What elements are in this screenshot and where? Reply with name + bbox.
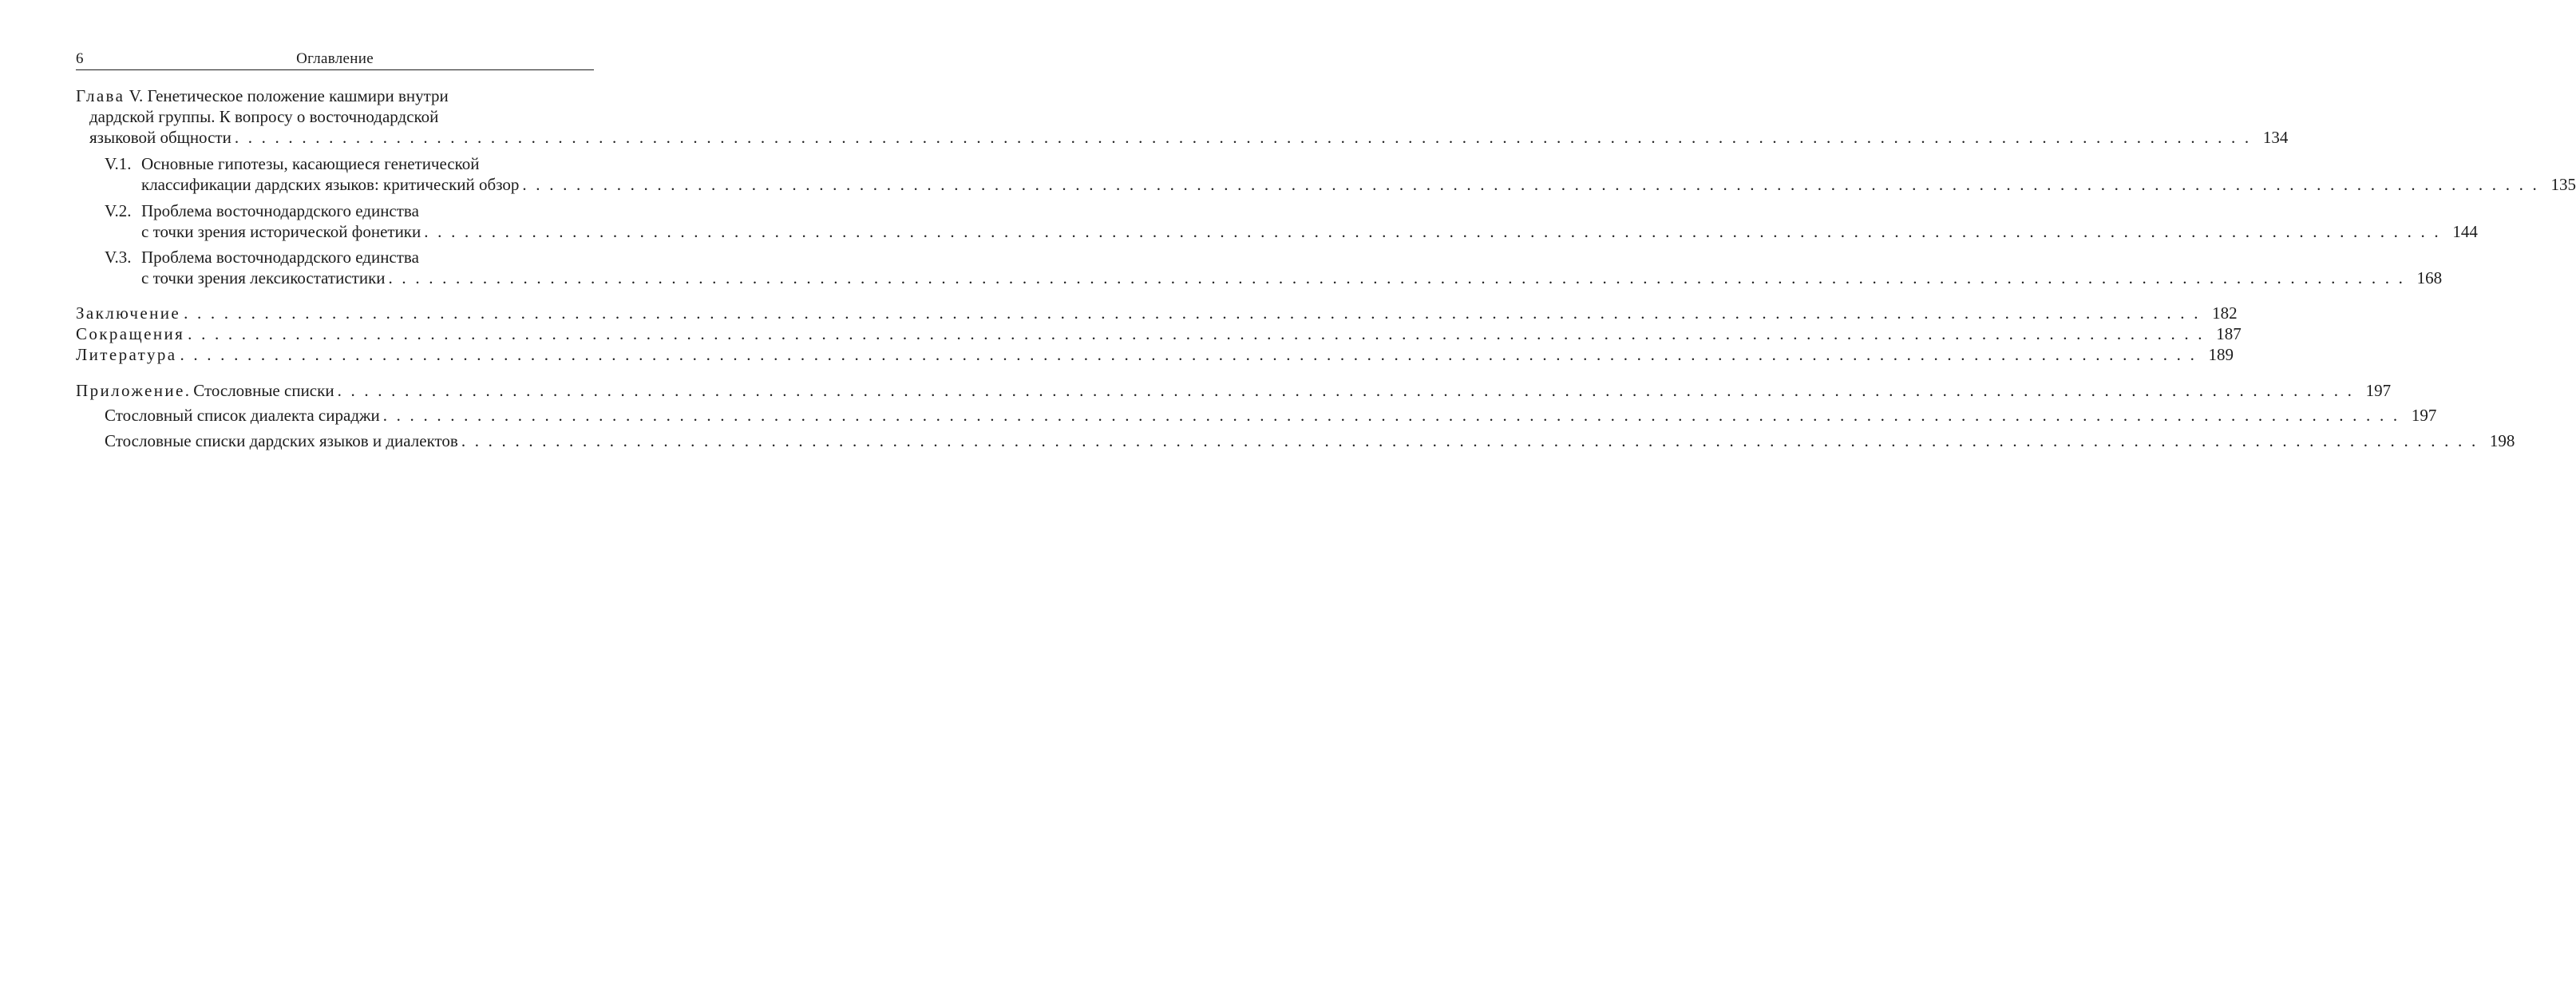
toc-abbreviations[interactable] (76, 323, 2242, 344)
entry-label: Заключение (76, 303, 181, 323)
entry-label: Стословный список диалекта сираджи (105, 406, 380, 425)
running-title: Оглавление (296, 50, 374, 67)
toc-chapter-5-line-2[interactable] (89, 106, 438, 127)
page-ref: 134 (2262, 128, 2289, 147)
section-number: V.2. (105, 201, 132, 220)
section-title-line-1: Проблема восточнодардского единства (141, 201, 419, 220)
dot-leader: . . . . . . . . . . . . . . . . . . . . . . . . . . . . . . . . . . . . . . . . . . . . . . . . . . . . . . . . . . . . . . . . . . . . . . . . . . . . . . . . . . . . . . . . . . . . . . . . . . . . . . . . . . . . . . . . . . . . . . . . . . . . . . . . . . . . . . . . . . . . . . . . . . . . . . (382, 406, 2400, 425)
dot-leader: . . . . . . . . . . . . . . . . . . . . . . . . . . . . . . . . . . . . . . . . . . . . . . . . . . . . . . . . . . . . . . . . . . . . . . . . . . . . . . . . . . . . . . . . . . . . . . . . . . . . . . . . . . . . . . . . . . . . . . . . . . . . . . . . . . . . . . . . . . . . . . . . . . . . . . (461, 431, 2479, 450)
toc-appendix[interactable] (76, 380, 2392, 401)
toc-section-v3-line-2[interactable] (141, 268, 2443, 288)
toc-section-v1-line-1[interactable] (105, 153, 480, 174)
page-ref: 135 (2550, 175, 2576, 194)
page-number: 6 (76, 50, 84, 67)
page-ref: 198 (2489, 431, 2515, 450)
section-title-line-2: классификации дардских языков: критический обзор (141, 175, 520, 194)
dot-leader: . . . . . . . . . . . . . . . . . . . . . . . . . . . . . . . . . . . . . . . . . . . . . . . . . . . . . . . . . . . . . . . . . . . . . . . . . . . . . . . . . . . . . . . . . . . . . . . . . . . . . . . . . . . . . . . . . . . . . . . . . . . . . . . . . . . . . . . . . . . . . . . . . . . . . . (188, 324, 2205, 343)
dot-leader: . . . . . . . . . . . . . . . . . . . . . . . . . . . . . . . . . . . . . . . . . . . . . . . . . . . . . . . . . . . . . . . . . . . . . . . . . . . . . . . . . . . . . . . . . . . . . . . . . . . . . . . . . . . . . . . . . . . . . . . . . . . . . . . . . . . . . . . . . . . . . . . . . . . . . . (234, 128, 2252, 147)
running-head (76, 49, 594, 70)
section-title-line-1: Основные гипотезы, касающиеся генетической (141, 154, 480, 173)
toc-chapter-5-line-1[interactable] (76, 85, 449, 106)
entry-label: Стословные списки дардских языков и диалектов (105, 431, 458, 450)
dot-leader: . . . . . . . . . . . . . . . . . . . . . . . . . . . . . . . . . . . . . . . . . . . . . . . . . . . . . . . . . . . . . . . . . . . . . . . . . . . . . . . . . . . . . . . . . . . . . . . . . . . . . . . . . . . . . . . . . . . . . . . . . . . . . . . . . . . . . . . . . . . . . . . . . . . . . . (388, 268, 2406, 287)
toc-section-v2-line-1[interactable] (105, 200, 419, 221)
toc-appendix-item-2[interactable] (105, 430, 2515, 451)
entry-label: Сокращения (76, 324, 185, 343)
appendix-label: Приложение (76, 381, 185, 400)
page-ref: 197 (2411, 406, 2437, 425)
entry-label (76, 380, 334, 401)
page-ref: 182 (2212, 303, 2238, 323)
entry-label: Литература (76, 345, 177, 364)
page-ref: 187 (2216, 324, 2242, 343)
section-number: V.3. (105, 248, 132, 267)
chapter-title-line-3: языковой общности (89, 128, 231, 147)
dot-leader: . . . . . . . . . . . . . . . . . . . . . . . . . . . . . . . . . . . . . . . . . . . . . . . . . . . . . . . . . . . . . . . . . . . . . . . . . . . . . . . . . . . . . . . . . . . . . . . . . . . . . . . . . . . . . . . . . . . . . . . . . . . . . . . . . . . . . . . . . . . . . . . . . . . . . . (337, 381, 2355, 400)
chapter-title-line-1: V. Генетическое положение кашмири внутри (125, 86, 449, 105)
dot-leader: . . . . . . . . . . . . . . . . . . . . . . . . . . . . . . . . . . . . . . . . . . . . . . . . . . . . . . . . . . . . . . . . . . . . . . . . . . . . . . . . . . . . . . . . . . . . . . . . . . . . . . . . . . . . . . . . . . . . . . . . . . . . . . . . . . . . . . . . . . . . . . . . . . . . . . (184, 303, 2201, 323)
toc-section-v3-line-1[interactable] (105, 247, 419, 268)
dot-leader: . . . . . . . . . . . . . . . . . . . . . . . . . . . . . . . . . . . . . . . . . . . . . . . . . . . . . . . . . . . . . . . . . . . . . . . . . . . . . . . . . . . . . . . . . . . . . . . . . . . . . . . . . . . . . . . . . . . . . . . . . . . . . . . . . . . . . . . . . . . . . . . . . . . . . . (424, 222, 2441, 241)
toc-chapter-5-line-3[interactable] (89, 127, 2289, 148)
appendix-title: . Стословные списки (184, 381, 334, 400)
toc-appendix-item-1[interactable] (105, 405, 2437, 426)
chapter-title-line-2: дардской группы. К вопросу о восточнодардской (89, 107, 439, 126)
page-ref: 144 (2452, 222, 2478, 241)
section-title-line-2: с точки зрения лексикостатистики (141, 268, 386, 287)
section-title-line-1: Проблема восточнодардского единства (141, 248, 419, 267)
page-ref: 189 (2208, 345, 2234, 364)
dot-leader: . . . . . . . . . . . . . . . . . . . . . . . . . . . . . . . . . . . . . . . . . . . . . . . . . . . . . . . . . . . . . . . . . . . . . . . . . . . . . . . . . . . . . . . . . . . . . . . . . . . . . . . . . . . . . . . . . . . . . . . . . . . . . . . . . . . . . . . . . . . . . . . . . . . . . . (180, 345, 2198, 364)
page-ref: 197 (2365, 381, 2392, 400)
page-ref: 168 (2416, 268, 2443, 287)
chapter-label: Глава (76, 86, 125, 105)
toc-conclusion[interactable] (76, 303, 2238, 323)
section-title-line-2: с точки зрения исторической фонетики (141, 222, 421, 241)
toc-bibliography[interactable] (76, 344, 2234, 365)
toc-section-v2-line-2[interactable] (141, 221, 2478, 242)
section-number: V.1. (105, 154, 132, 173)
dot-leader: . . . . . . . . . . . . . . . . . . . . . . . . . . . . . . . . . . . . . . . . . . . . . . . . . . . . . . . . . . . . . . . . . . . . . . . . . . . . . . . . . . . . . . . . . . . . . . . . . . . . . . . . . . . . . . . . . . . . . . . . . . . . . . . . . . . . . . . . . . . . . . . . . . . . . . (522, 175, 2539, 194)
toc-section-v1-line-2[interactable] (141, 174, 2576, 195)
